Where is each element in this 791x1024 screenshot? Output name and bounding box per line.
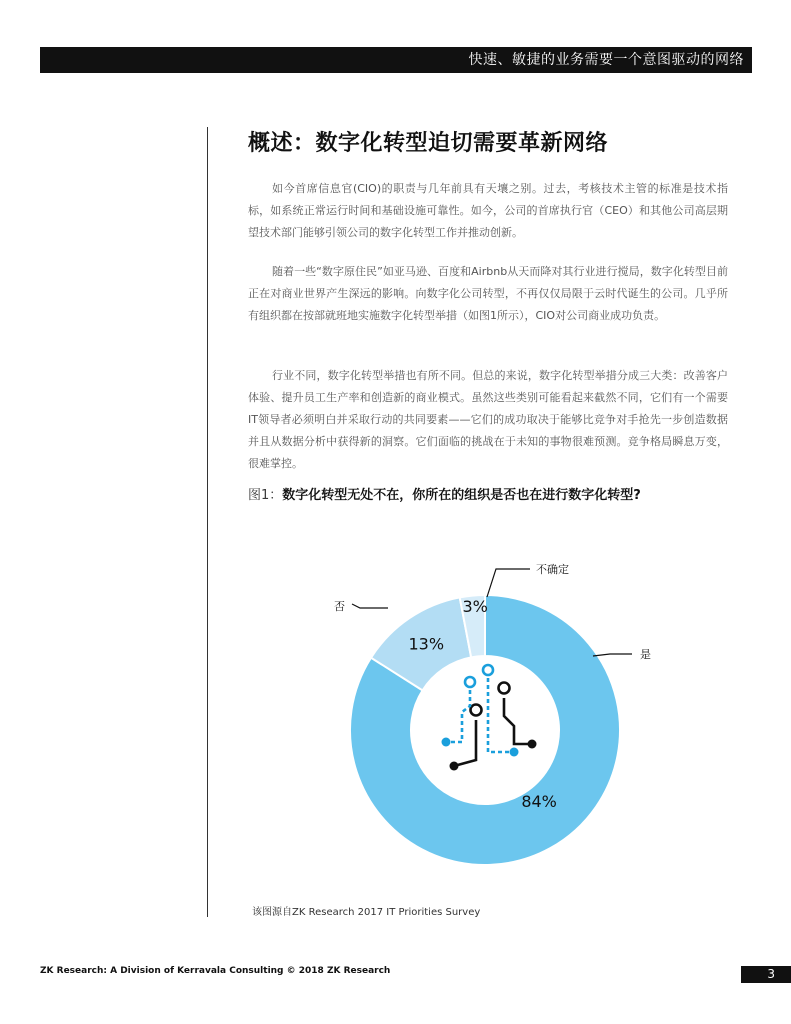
figure-caption bbox=[248, 484, 641, 503]
circuit-dot-blue-2 bbox=[510, 748, 519, 757]
header-title: 快速、敏捷的业务需要一个意图驱动的网络 bbox=[468, 52, 744, 68]
circuit-icon bbox=[442, 665, 537, 771]
circuit-node-blue-1 bbox=[465, 677, 475, 687]
page-number-box bbox=[741, 966, 791, 983]
slice-unsure-value-label: 3% bbox=[462, 596, 488, 616]
circuit-trace-black-2 bbox=[504, 698, 532, 744]
circuit-dot-black-2 bbox=[528, 740, 537, 749]
paragraph-3: 行业不同，数字化转型举措也有所不同。但总的来说，数字化转型举措分成三大类：改善客户体验、提升员工生产率和创造新的商业模式。虽然这些类别可能看起来截然不同，它们有一个需要IT领导者必须明白并采取行动的共同要素——它们的成功取决于能够比竞争对手抢先一步创造数据并且从数据分析中获得新的洞察。它们面临的挑战在于未知的事物很难预测。竞争格局瞬息万变，很难掌控。 bbox=[248, 369, 728, 470]
category-label-unsure: 不确定 bbox=[536, 563, 569, 576]
page-number: 3 bbox=[767, 967, 775, 981]
circuit-node-blue-2 bbox=[483, 665, 493, 675]
category-label-no: 否 bbox=[334, 600, 345, 613]
leader-line-2 bbox=[487, 569, 530, 597]
circuit-trace-blue-1 bbox=[446, 690, 470, 742]
margin-rule bbox=[207, 127, 208, 917]
figure-caption-text: 数字化转型无处不在，你所在的组织是否也在进行数字化转型? bbox=[282, 488, 641, 503]
slice-yes-value-label: 84% bbox=[521, 792, 557, 812]
figure-label: 图1： bbox=[248, 488, 283, 503]
paragraph-1: 如今首席信息官(CIO)的职责与几年前具有天壤之别。过去，考核技术主管的标准是技术指标，如系统正常运行时间和基础设施可靠性。如今，公司的首席执行官（CEO）和其他公司高层期望技术部门能够引领公司的数字化转型工作并推动创新。 bbox=[248, 182, 728, 239]
paragraph-2: 随着一些“数字原住民”如亚马逊、百度和Airbnb从天而降对其行业进行搅局，数字化转型目前正在对商业世界产生深远的影响。向数字化公司转型，不再仅仅局限于云时代诞生的公司。几乎所有组织都在按部就班地实施数字化转型举措（如图1所示），CIO对公司商业成功负责。 bbox=[248, 265, 728, 322]
circuit-trace-black-1 bbox=[454, 720, 476, 766]
circuit-node-black-2 bbox=[499, 683, 510, 694]
header-bar bbox=[40, 47, 752, 73]
article-title: 概述：数字化转型迫切需要革新网络 bbox=[248, 131, 609, 156]
leader-line-0 bbox=[593, 654, 632, 656]
circuit-dot-black-1 bbox=[450, 762, 459, 771]
slices-layer bbox=[350, 595, 620, 865]
circuit-dot-blue-1 bbox=[442, 738, 451, 747]
category-label-yes: 是 bbox=[640, 648, 651, 661]
donut-chart bbox=[300, 540, 660, 890]
slice-no-value-label: 13% bbox=[408, 634, 445, 654]
leader-line-1 bbox=[352, 604, 388, 608]
circuit-node-black-1 bbox=[471, 705, 482, 716]
figure-source: 该图源自ZK Research 2017 IT Priorities Survey bbox=[252, 907, 481, 918]
footer-company: ZK Research: A Division of Kerravala Consulting © 2018 ZK Research bbox=[40, 966, 391, 976]
